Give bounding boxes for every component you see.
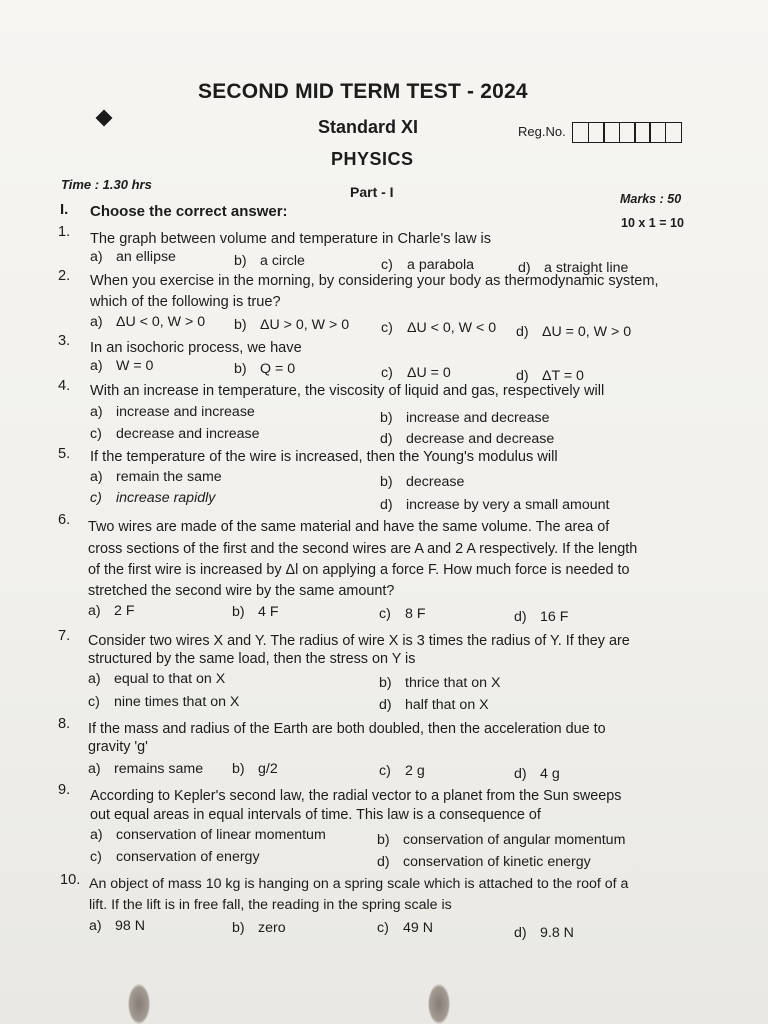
option-text: ΔU < 0, W < 0	[407, 320, 497, 336]
option-text: g/2	[258, 761, 278, 777]
option-a	[90, 827, 326, 843]
option-key: c)	[90, 849, 102, 865]
option-c	[90, 426, 260, 442]
option-text: equal to that on X	[114, 671, 226, 687]
option-c	[379, 763, 425, 779]
reg-no-box	[665, 122, 682, 143]
question-text: which of the following is true?	[90, 294, 281, 310]
option-b	[232, 761, 278, 777]
option-key: a)	[90, 249, 103, 265]
question-number: 6.	[58, 512, 71, 528]
option-text: remains same	[114, 761, 204, 777]
option-d	[379, 697, 489, 713]
option-text: conservation of linear momentum	[116, 827, 326, 843]
option-key: d)	[518, 260, 531, 276]
option-key: c)	[88, 694, 100, 710]
question-number: 5.	[58, 446, 71, 462]
option-c	[377, 920, 433, 936]
option-text: thrice that on X	[405, 675, 501, 691]
option-text: increase and decrease	[406, 410, 550, 426]
question-number: 4.	[58, 378, 71, 394]
option-text: increase by very a small amount	[406, 497, 610, 513]
reg-no-label: Reg.No.	[518, 124, 566, 139]
option-key: d)	[516, 324, 529, 340]
option-b	[380, 474, 464, 490]
option-b	[377, 832, 625, 848]
option-c	[90, 849, 260, 865]
option-text: ΔU > 0, W > 0	[260, 317, 350, 333]
option-key: d)	[514, 766, 527, 782]
option-text: Q = 0	[260, 361, 296, 377]
question-text: According to Kepler's second law, the radial vector to a planet from the Sun sweeps	[90, 788, 622, 804]
option-key: a)	[90, 404, 103, 420]
option-a	[90, 404, 255, 420]
option-text: 98 N	[115, 918, 145, 934]
option-text: zero	[258, 920, 286, 936]
option-key: b)	[234, 253, 247, 269]
time-label: Time : 1.30 hrs	[61, 177, 152, 192]
question-number: 2.	[58, 268, 71, 284]
binder-hole-left	[128, 984, 150, 1024]
option-key: a)	[88, 603, 101, 619]
section-number: I.	[60, 201, 69, 218]
option-c	[90, 490, 215, 506]
option-key: c)	[379, 606, 391, 622]
option-a	[88, 603, 135, 619]
diamond-icon	[96, 110, 113, 127]
question-text: Consider two wires X and Y. The radius of wire X is 3 times the radius of Y. If they are	[88, 633, 630, 649]
option-c	[381, 365, 451, 381]
option-d	[516, 324, 631, 340]
option-key: b)	[377, 832, 390, 848]
option-text: nine times that on X	[114, 694, 240, 710]
option-key: c)	[381, 365, 393, 381]
option-key: c)	[379, 763, 391, 779]
option-text: 49 N	[403, 920, 433, 936]
option-text: W = 0	[116, 358, 154, 374]
option-key: d)	[379, 697, 392, 713]
option-a	[89, 918, 145, 934]
question-number: 1.	[58, 224, 71, 240]
option-key: a)	[90, 314, 103, 330]
option-a	[90, 469, 222, 485]
option-text: 2 g	[405, 763, 425, 779]
option-text: a parabola	[407, 257, 475, 273]
option-text: a straight line	[544, 260, 629, 276]
option-key: d)	[514, 609, 527, 625]
question-text: With an increase in temperature, the viscosity of liquid and gas, respectively will	[90, 383, 605, 399]
question-text: If the temperature of the wire is increased, then the Young's modulus will	[90, 449, 558, 465]
option-text: an ellipse	[116, 249, 176, 265]
question-text: cross sections of the first and the second wires are A and 2 A respectively. If the length	[88, 541, 638, 557]
option-text: decrease	[406, 474, 465, 490]
option-d	[514, 766, 560, 782]
option-key: c)	[381, 320, 393, 336]
option-c	[379, 606, 426, 622]
option-key: a)	[90, 827, 103, 843]
option-b	[234, 253, 305, 269]
part-label: Part - I	[350, 184, 394, 200]
question-number: 9.	[58, 782, 71, 798]
question-text: When you exercise in the morning, by considering your body as thermodynamic system,	[90, 273, 659, 289]
option-key: c)	[90, 490, 102, 506]
question-number: 10.	[60, 872, 81, 888]
reg-no-boxes	[574, 122, 682, 143]
option-d	[516, 368, 584, 384]
option-key: b)	[232, 920, 245, 936]
question-text: structured by the same load, then the stress on Y is	[88, 651, 416, 667]
option-c	[88, 694, 239, 710]
option-a	[90, 249, 176, 265]
question-text: stretched the second wire by the same amount?	[88, 583, 395, 599]
option-b	[379, 675, 500, 691]
option-key: d)	[380, 431, 393, 447]
option-text: conservation of energy	[116, 849, 260, 865]
option-key: d)	[380, 497, 393, 513]
option-key: c)	[90, 426, 102, 442]
option-text: 4 F	[258, 604, 279, 620]
option-text: ΔT = 0	[542, 368, 584, 384]
option-b	[232, 604, 279, 620]
option-c	[381, 257, 474, 273]
question-number: 3.	[58, 333, 71, 349]
option-d	[380, 497, 609, 513]
option-key: d)	[514, 925, 527, 941]
option-d	[514, 609, 568, 625]
subject-label: PHYSICS	[331, 149, 414, 169]
option-key: c)	[377, 920, 389, 936]
option-text: ΔU = 0, W > 0	[542, 324, 632, 340]
option-c	[381, 320, 496, 336]
option-key: a)	[88, 761, 101, 777]
option-key: a)	[90, 358, 103, 374]
question-text: The graph between volume and temperature in Charle's law is	[90, 231, 492, 247]
option-text: ΔU = 0	[407, 365, 451, 381]
option-key: a)	[89, 918, 102, 934]
marks-label: Marks : 50	[620, 192, 682, 206]
option-text: half that on X	[405, 697, 489, 713]
option-key: b)	[379, 675, 392, 691]
option-key: d)	[516, 368, 529, 384]
option-text: 4 g	[540, 766, 560, 782]
option-key: c)	[381, 257, 393, 273]
option-d	[380, 431, 554, 447]
option-text: increase rapidly	[116, 490, 216, 506]
option-text: 8 F	[405, 606, 426, 622]
option-text: increase and increase	[116, 404, 255, 420]
question-number: 7.	[58, 628, 71, 644]
option-a	[90, 314, 205, 330]
option-key: a)	[88, 671, 101, 687]
option-d	[514, 925, 574, 941]
option-b	[232, 920, 286, 936]
option-text: conservation of kinetic energy	[403, 854, 591, 870]
option-a	[88, 671, 225, 687]
question-text: In an isochoric process, we have	[90, 340, 302, 356]
option-text: remain the same	[116, 469, 222, 485]
option-d	[377, 854, 591, 870]
standard-label: Standard XI	[318, 117, 419, 137]
option-key: b)	[380, 474, 393, 490]
option-text: decrease and increase	[116, 426, 260, 442]
question-text: of the first wire is increased by Δl on applying a force F. How much force is needed to	[88, 562, 630, 578]
question-text: gravity 'g'	[88, 739, 148, 755]
marks-calculation: 10 x 1 = 10	[621, 216, 684, 230]
option-key: b)	[380, 410, 393, 426]
question-text: If the mass and radius of the Earth are both doubled, then the acceleration due to	[88, 721, 606, 737]
option-b	[234, 361, 295, 377]
question-text: An object of mass 10 kg is hanging on a spring scale which is attached to the roof of a	[89, 876, 629, 892]
option-a	[90, 358, 153, 374]
option-key: b)	[234, 317, 247, 333]
exam-title: SECOND MID TERM TEST - 2024	[198, 80, 528, 103]
question-text: Two wires are made of the same material and have the same volume. The area of	[88, 519, 610, 535]
option-text: 9.8 N	[540, 925, 574, 941]
option-b	[234, 317, 349, 333]
option-key: d)	[377, 854, 390, 870]
option-key: b)	[232, 761, 245, 777]
question-number: 8.	[58, 716, 71, 732]
option-text: conservation of angular momentum	[403, 832, 626, 848]
option-a	[88, 761, 203, 777]
option-text: 2 F	[114, 603, 135, 619]
question-text: out equal areas in equal intervals of time. This law is a consequence of	[90, 807, 541, 823]
section-instruction: Choose the correct answer:	[90, 203, 288, 220]
question-text: lift. If the lift is in free fall, the reading in the spring scale is	[89, 897, 452, 913]
option-b	[380, 410, 550, 426]
option-key: b)	[234, 361, 247, 377]
option-text: ΔU < 0, W > 0	[116, 314, 206, 330]
option-text: 16 F	[540, 609, 569, 625]
option-key: a)	[90, 469, 103, 485]
option-text: decrease and decrease	[406, 431, 555, 447]
option-key: b)	[232, 604, 245, 620]
option-text: a circle	[260, 253, 305, 269]
binder-hole-right	[428, 984, 450, 1024]
